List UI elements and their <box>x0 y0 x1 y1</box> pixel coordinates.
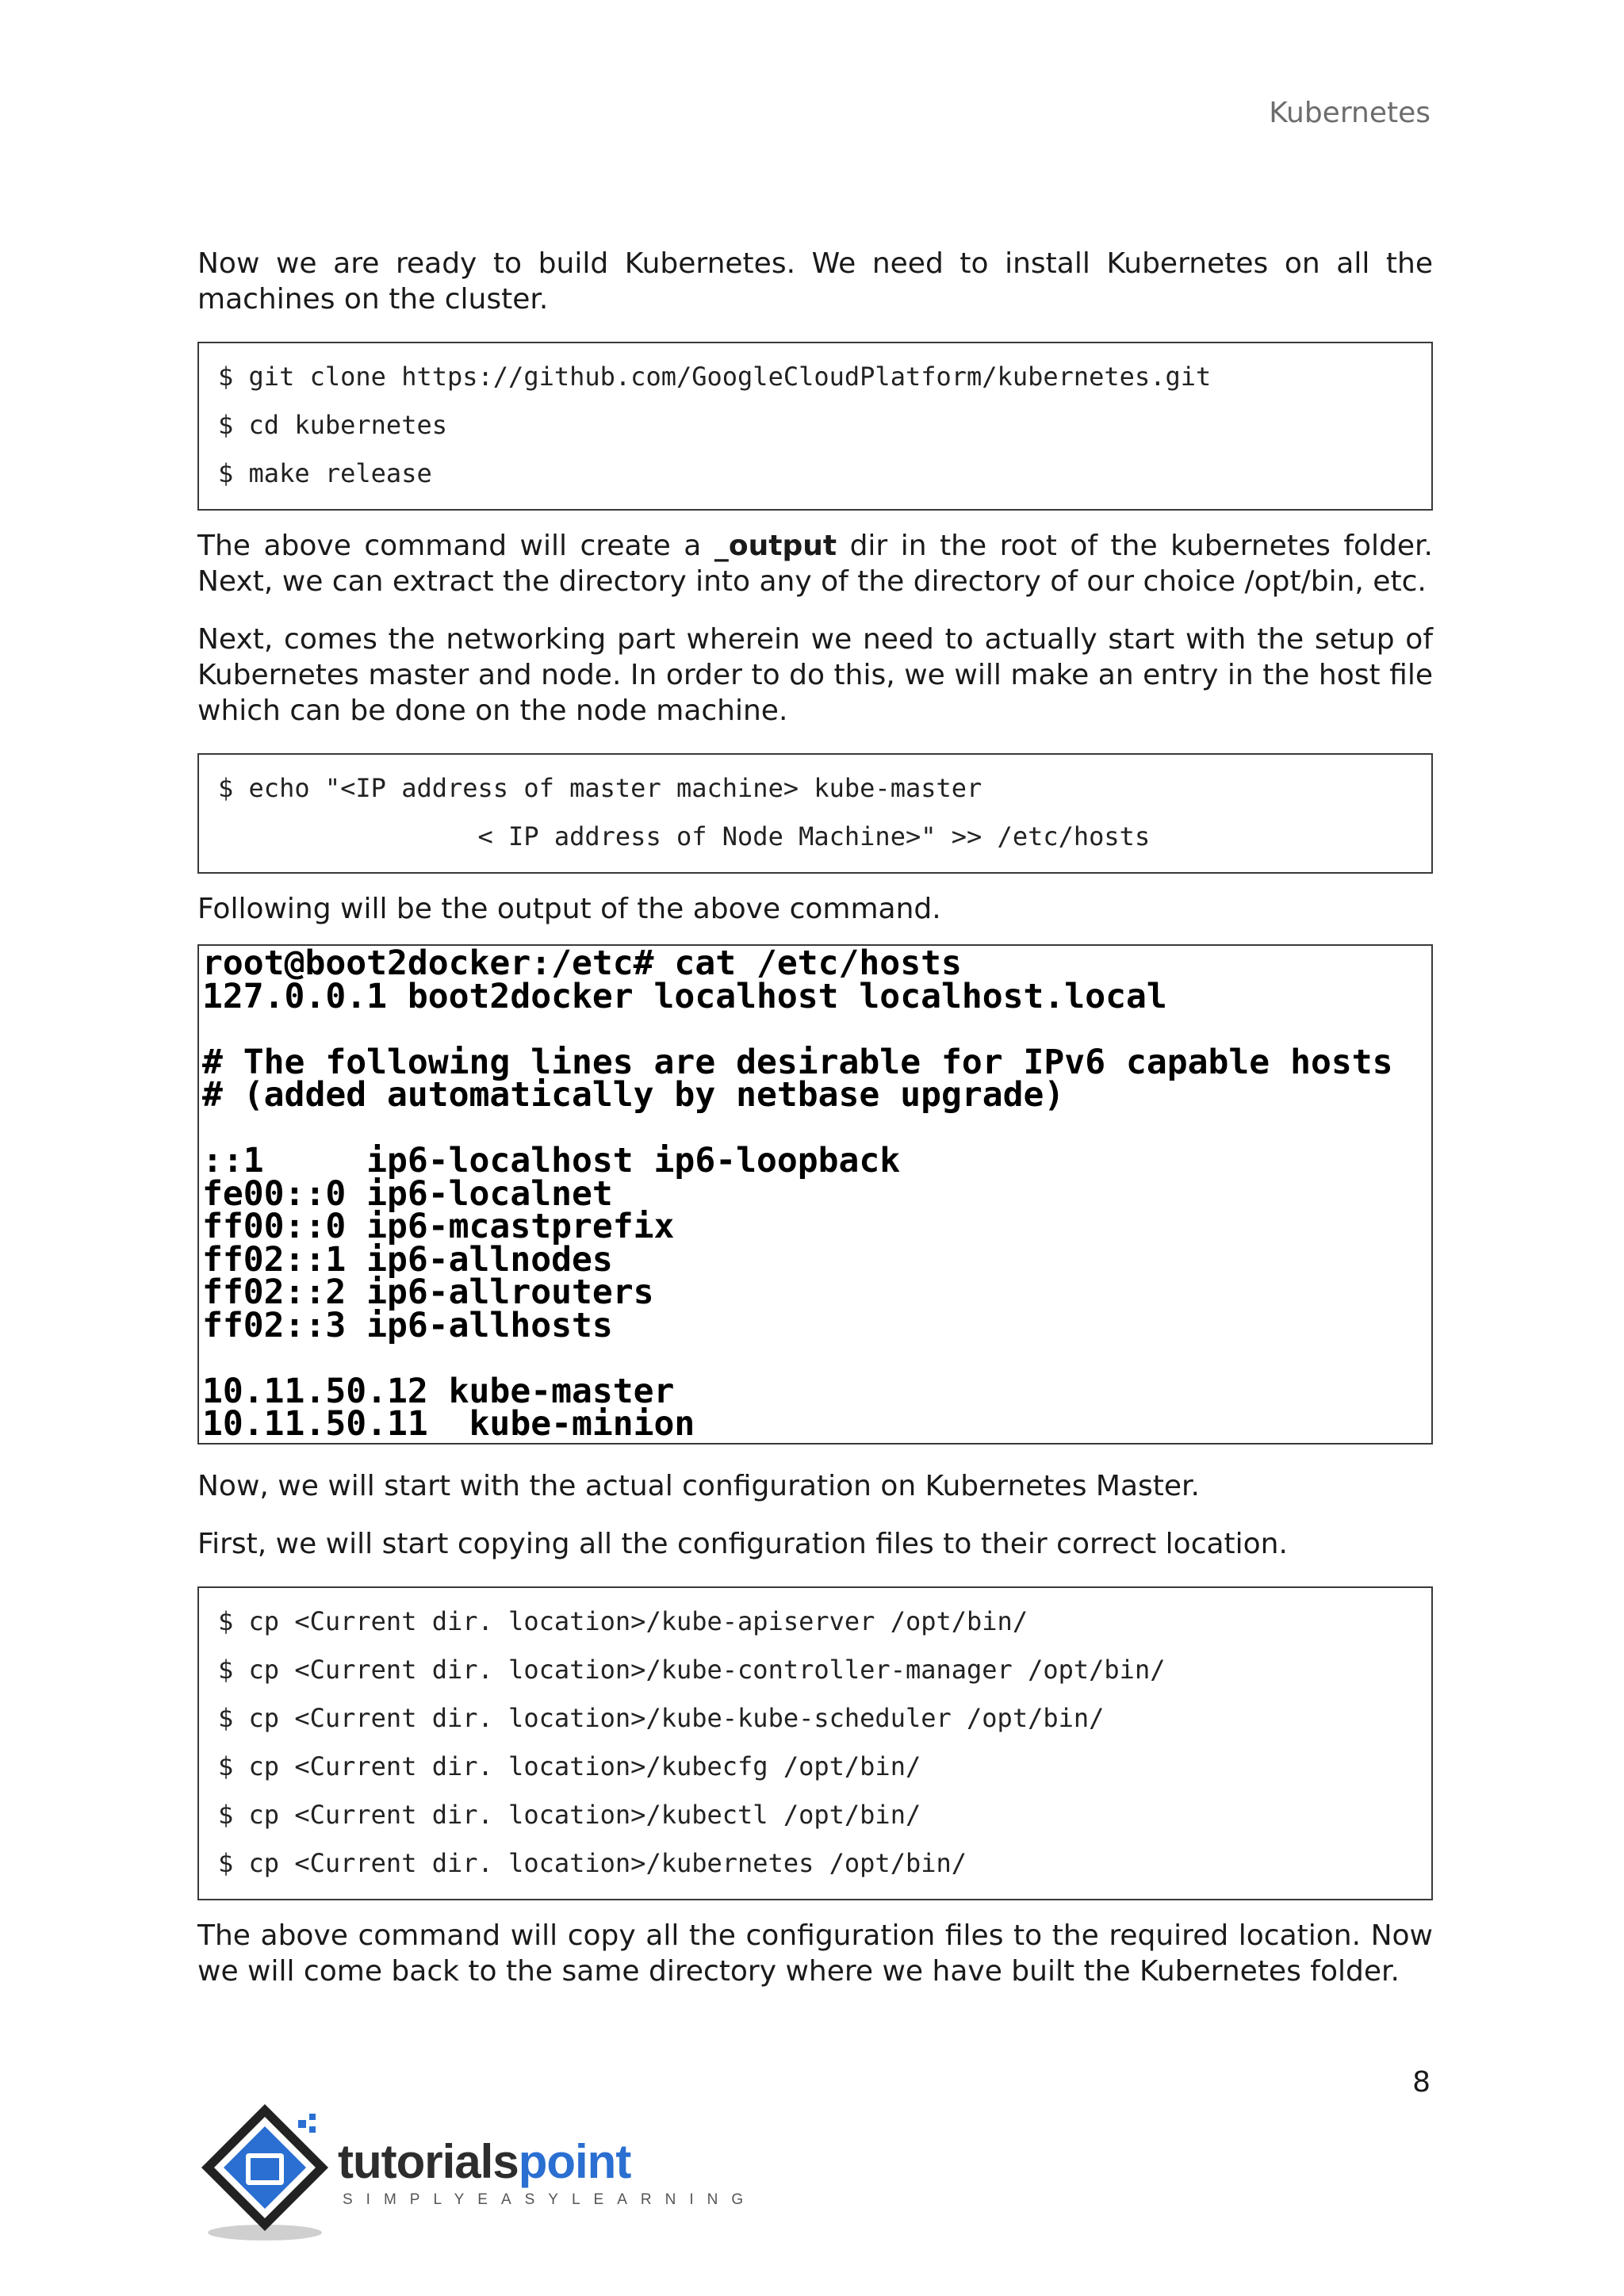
text-segment: dir in the root of the kubernetes folder. Next, we can extract the directory into any of the directory of our choice /opt/bin, etc. <box>197 530 1433 598</box>
terminal-line: 127.0.0.1 boot2docker localhost localhost.local <box>202 976 1167 1016</box>
paragraph-output-note: Following will be the output of the above command. <box>197 893 941 925</box>
terminal-line: # (added automatically by netbase upgrade) <box>202 1075 1065 1115</box>
logo-wordmark <box>338 2134 630 2189</box>
page-header: Kubernetes <box>1269 97 1431 129</box>
terminal-line: root@boot2docker:/etc# cat /etc/hosts <box>202 943 962 983</box>
code-line: $ echo "<IP address of master machine> kube-master <box>218 773 982 803</box>
code-line: $ cp <Current dir. location>/kube-apiserver /opt/bin/ <box>218 1605 1028 1636</box>
code-line: $ cp <Current dir. location>/kube-kube-scheduler /opt/bin/ <box>218 1702 1105 1733</box>
paragraph-copy-summary: The above command will copy all the configuration files to the required location. Now we will come back to the same directory where we have built the Kubernetes folder. <box>197 1919 1433 1988</box>
code-block-copy <box>197 1586 1433 1900</box>
tutorialspoint-logo <box>195 2099 757 2242</box>
bold-term: _output <box>714 530 837 562</box>
logo-diamond-icon <box>195 2099 338 2242</box>
code-line: $ cp <Current dir. location>/kubernetes /opt/bin/ <box>218 1847 967 1878</box>
code-line: $ cp <Current dir. location>/kubecfg /opt/bin/ <box>218 1751 921 1781</box>
terminal-line: 10.11.50.12 kube-master <box>202 1371 675 1411</box>
terminal-output-screenshot <box>197 944 1433 1445</box>
code-line: $ make release <box>218 458 432 488</box>
terminal-line <box>202 1112 1428 1146</box>
logo-word-tutorials: tutorials <box>338 2135 519 2188</box>
paragraph-intro: Now we are ready to build Kubernetes. We need to install Kubernetes on all the machines on the cluster. <box>197 247 1433 316</box>
terminal-line: ff02::2 ip6-allrouters <box>202 1272 654 1312</box>
paragraph-copy-files: First, we will start copying all the configuration files to their correct location. <box>197 1527 1288 1560</box>
code-line: $ cp <Current dir. location>/kubectl /opt/bin/ <box>218 1799 921 1830</box>
text-segment: The above command will create a <box>197 530 714 562</box>
terminal-line: ff00::0 ip6-mcastprefix <box>202 1207 675 1246</box>
page-content <box>197 246 1433 1989</box>
page-number: 8 <box>1412 2066 1431 2099</box>
terminal-line: ::1 ip6-localhost ip6-loopback <box>202 1141 901 1181</box>
code-block-build <box>197 342 1433 511</box>
terminal-line: ff02::1 ip6-allnodes <box>202 1239 613 1280</box>
code-line: < IP address of Node Machine>" >> /etc/hosts <box>218 821 1151 851</box>
logo-tagline: SIMPLYEASYLEARNING <box>343 2191 757 2208</box>
terminal-line: ff02::3 ip6-allhosts <box>202 1305 613 1345</box>
terminal-line: fe00::0 ip6-localnet <box>202 1173 613 1214</box>
paragraph-master-config: Now, we will start with the actual configuration on Kubernetes Master. <box>197 1469 1200 1502</box>
terminal-line: # The following lines are desirable for IPv6 capable hosts <box>202 1042 1393 1082</box>
code-line: $ cd kubernetes <box>218 410 447 440</box>
code-block-hosts-entry <box>197 753 1433 874</box>
terminal-line: 10.11.50.11 kube-minion <box>202 1404 695 1444</box>
terminal-line <box>202 1342 1428 1376</box>
code-line: $ git clone https://github.com/GoogleCloudPlatform/kubernetes.git <box>218 362 1212 392</box>
paragraph-networking: Next, comes the networking part wherein we need to actually start with the setup of Kubernetes master and node. In order to do this, we will make an entry in the host file which can be done on the node machine. <box>197 623 1433 727</box>
paragraph-output-dir <box>197 528 1433 599</box>
logo-word-point: point <box>518 2135 631 2188</box>
code-line: $ cp <Current dir. location>/kube-controller-manager /opt/bin/ <box>218 1654 1166 1685</box>
terminal-line <box>202 1013 1428 1047</box>
